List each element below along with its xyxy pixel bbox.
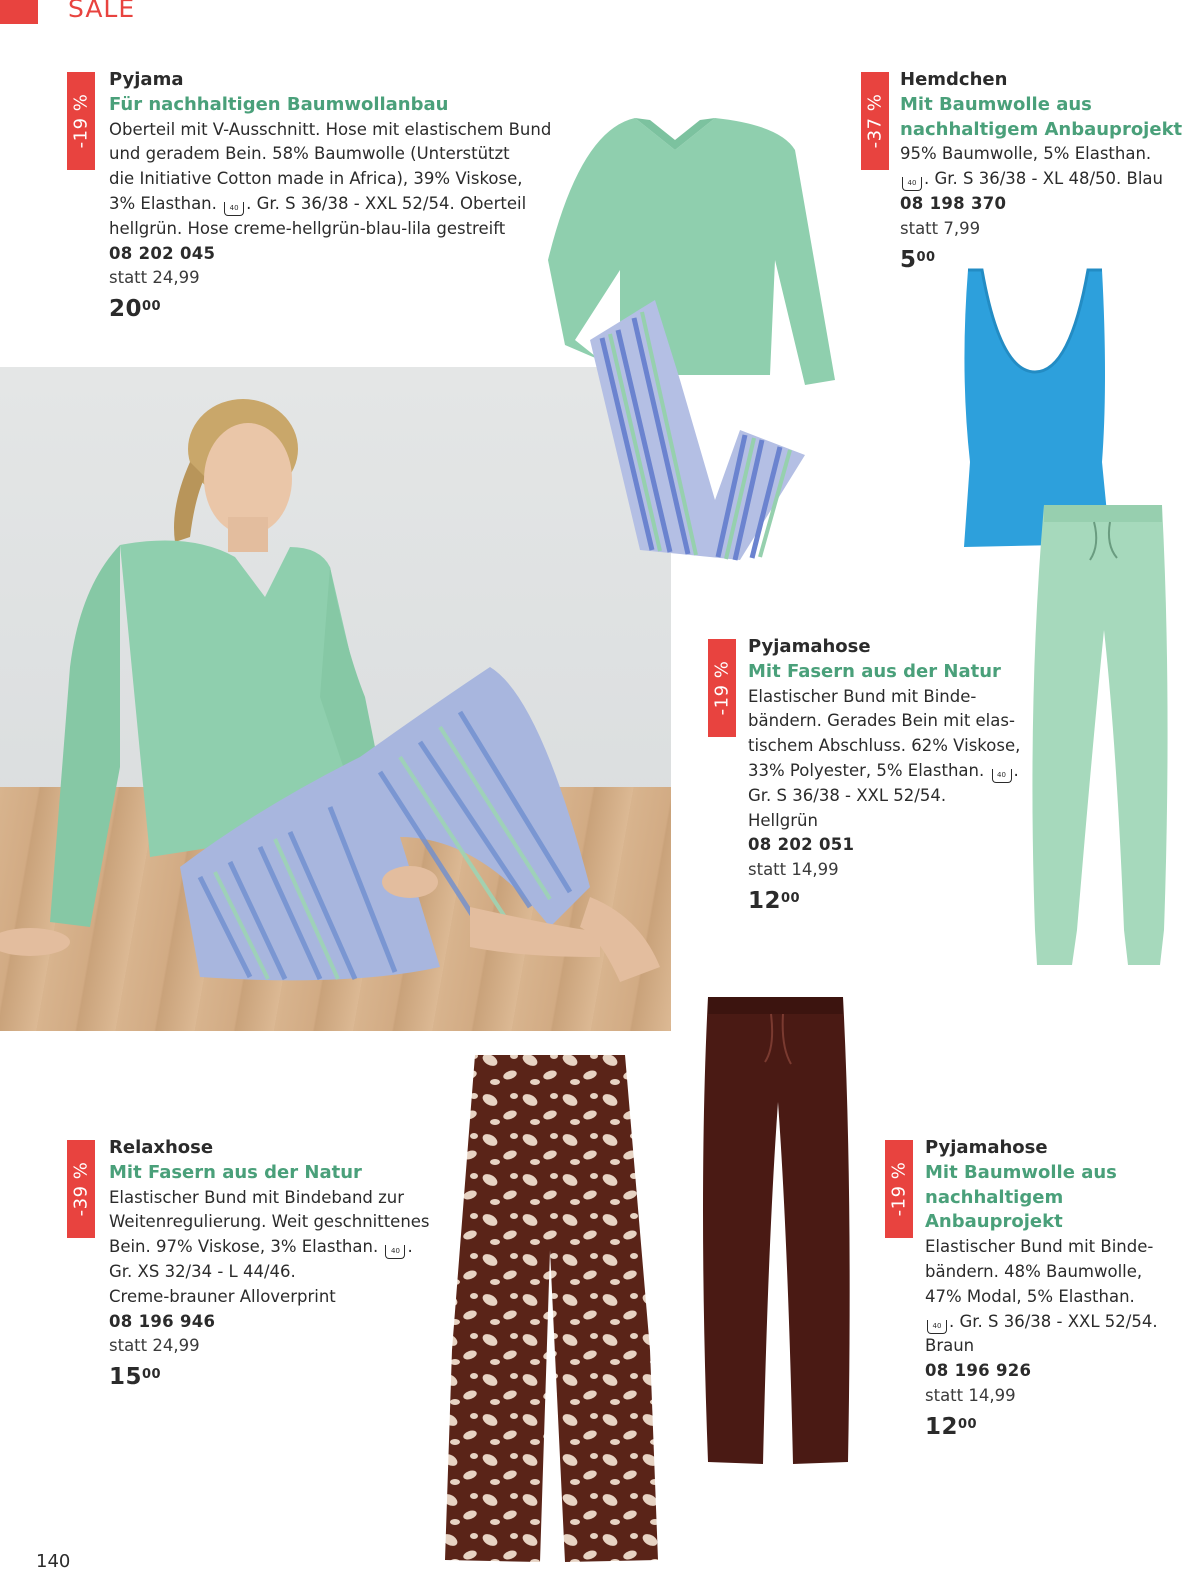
discount-badge: -19 % — [885, 1140, 913, 1238]
old-price: statt 14,99 — [925, 1385, 1016, 1405]
product-tagline: Mit Baumwolle aus nachhaltigem Anbauprojekt — [900, 93, 1183, 140]
old-price: statt 24,99 — [109, 1336, 200, 1356]
page-title: SALE — [68, 0, 136, 23]
product-name: Relaxhose — [109, 1137, 214, 1158]
product-name: Pyjamahose — [925, 1137, 1048, 1158]
product-tagline: Mit Baumwolle aus nachhaltigem Anbauprojekt — [925, 1161, 1117, 1233]
article-number: 08 196 926 — [925, 1361, 1032, 1381]
product-desc: 95% Baumwolle, 5% Elasthan. 40 . Gr. S 36/38 - XL 48/50. Blau — [900, 142, 1190, 192]
sale-bar — [0, 0, 38, 24]
product-pyjamahose-brown — [925, 1136, 1195, 1440]
price: $15^{00}$ — [109, 1364, 162, 1391]
price: $5^{00}$ — [900, 246, 936, 273]
product-name: Hemdchen — [900, 69, 1008, 90]
page-number: 140 — [36, 1551, 71, 1572]
product-tagline: Für nachhaltigen Baumwollanbau — [109, 93, 449, 115]
discount-badge: -19 % — [708, 639, 736, 737]
brown-pants-image — [693, 992, 863, 1472]
green-pants-image — [1032, 500, 1172, 970]
product-tagline: Mit Fasern aus der Natur — [748, 660, 1001, 682]
product-relaxhose — [109, 1136, 439, 1390]
product-desc: Elastischer Bund mit Binde- bändern. 48% Baumwolle, 47% Modal, 5% Elasthan. 40 . Gr. S 36/38 - XXL 52/54. Braun — [925, 1237, 1158, 1356]
product-desc: Oberteil mit V-Ausschnitt. Hose mit elastischem Bund und geradem Bein. 58% Baumwolle (Unterstützt die Initiative Cotton made in Africa), 39% Viskose, 3% Elasthan. 40 . Gr. S 36/38 - XXL 52/54. Oberteil hellgrün. Hose creme-hellgrün-blau-lila gestreift — [109, 119, 552, 238]
article-number: 08 196 946 — [109, 1311, 216, 1331]
product-desc: Elastischer Bund mit Bindeband zur Weitenregulierung. Weit geschnittenes Bein. 97% Viskose, 3% Elasthan. 40 . Gr. XS 32/34 - L 44/46. Creme-brauner Alloverprint — [109, 1187, 430, 1306]
discount-badge: -19 % — [67, 72, 95, 170]
discount-badge: -39 % — [67, 1140, 95, 1238]
old-price: statt 7,99 — [900, 218, 981, 238]
wash-40-icon: 40 — [902, 177, 922, 191]
product-name: Pyjama — [109, 69, 184, 90]
product-tagline: Mit Fasern aus der Natur — [109, 1161, 362, 1183]
discount-badge: -37 % — [861, 72, 889, 170]
product-pyjama — [109, 68, 569, 322]
product-hemdchen — [900, 68, 1190, 272]
old-price: statt 24,99 — [109, 268, 200, 288]
article-number: 08 198 370 — [900, 193, 1007, 213]
product-pyjamahose-green — [748, 635, 1038, 914]
article-number: 08 202 045 — [109, 243, 216, 263]
patterned-pants-image — [440, 1050, 660, 1570]
wash-40-icon: 40 — [224, 202, 244, 216]
wash-40-icon: 40 — [927, 1320, 947, 1334]
price: $12^{00}$ — [748, 887, 801, 914]
article-number: 08 202 051 — [748, 835, 855, 855]
wash-40-icon: 40 — [992, 769, 1012, 783]
product-desc: Elastischer Bund mit Binde- bändern. Gerades Bein mit elas- tischem Abschluss. 62% Viskose, 33% Polyester, 5% Elasthan. 40 . Gr. S 36/38 - XXL 52/54. Hellgrün — [748, 686, 1021, 830]
pyjama-set-image — [540, 110, 840, 570]
wash-40-icon: 40 — [385, 1245, 405, 1259]
price: $20^{00}$ — [109, 296, 162, 323]
price: $12^{00}$ — [925, 1413, 978, 1440]
old-price: statt 14,99 — [748, 860, 839, 880]
product-name: Pyjamahose — [748, 636, 871, 657]
